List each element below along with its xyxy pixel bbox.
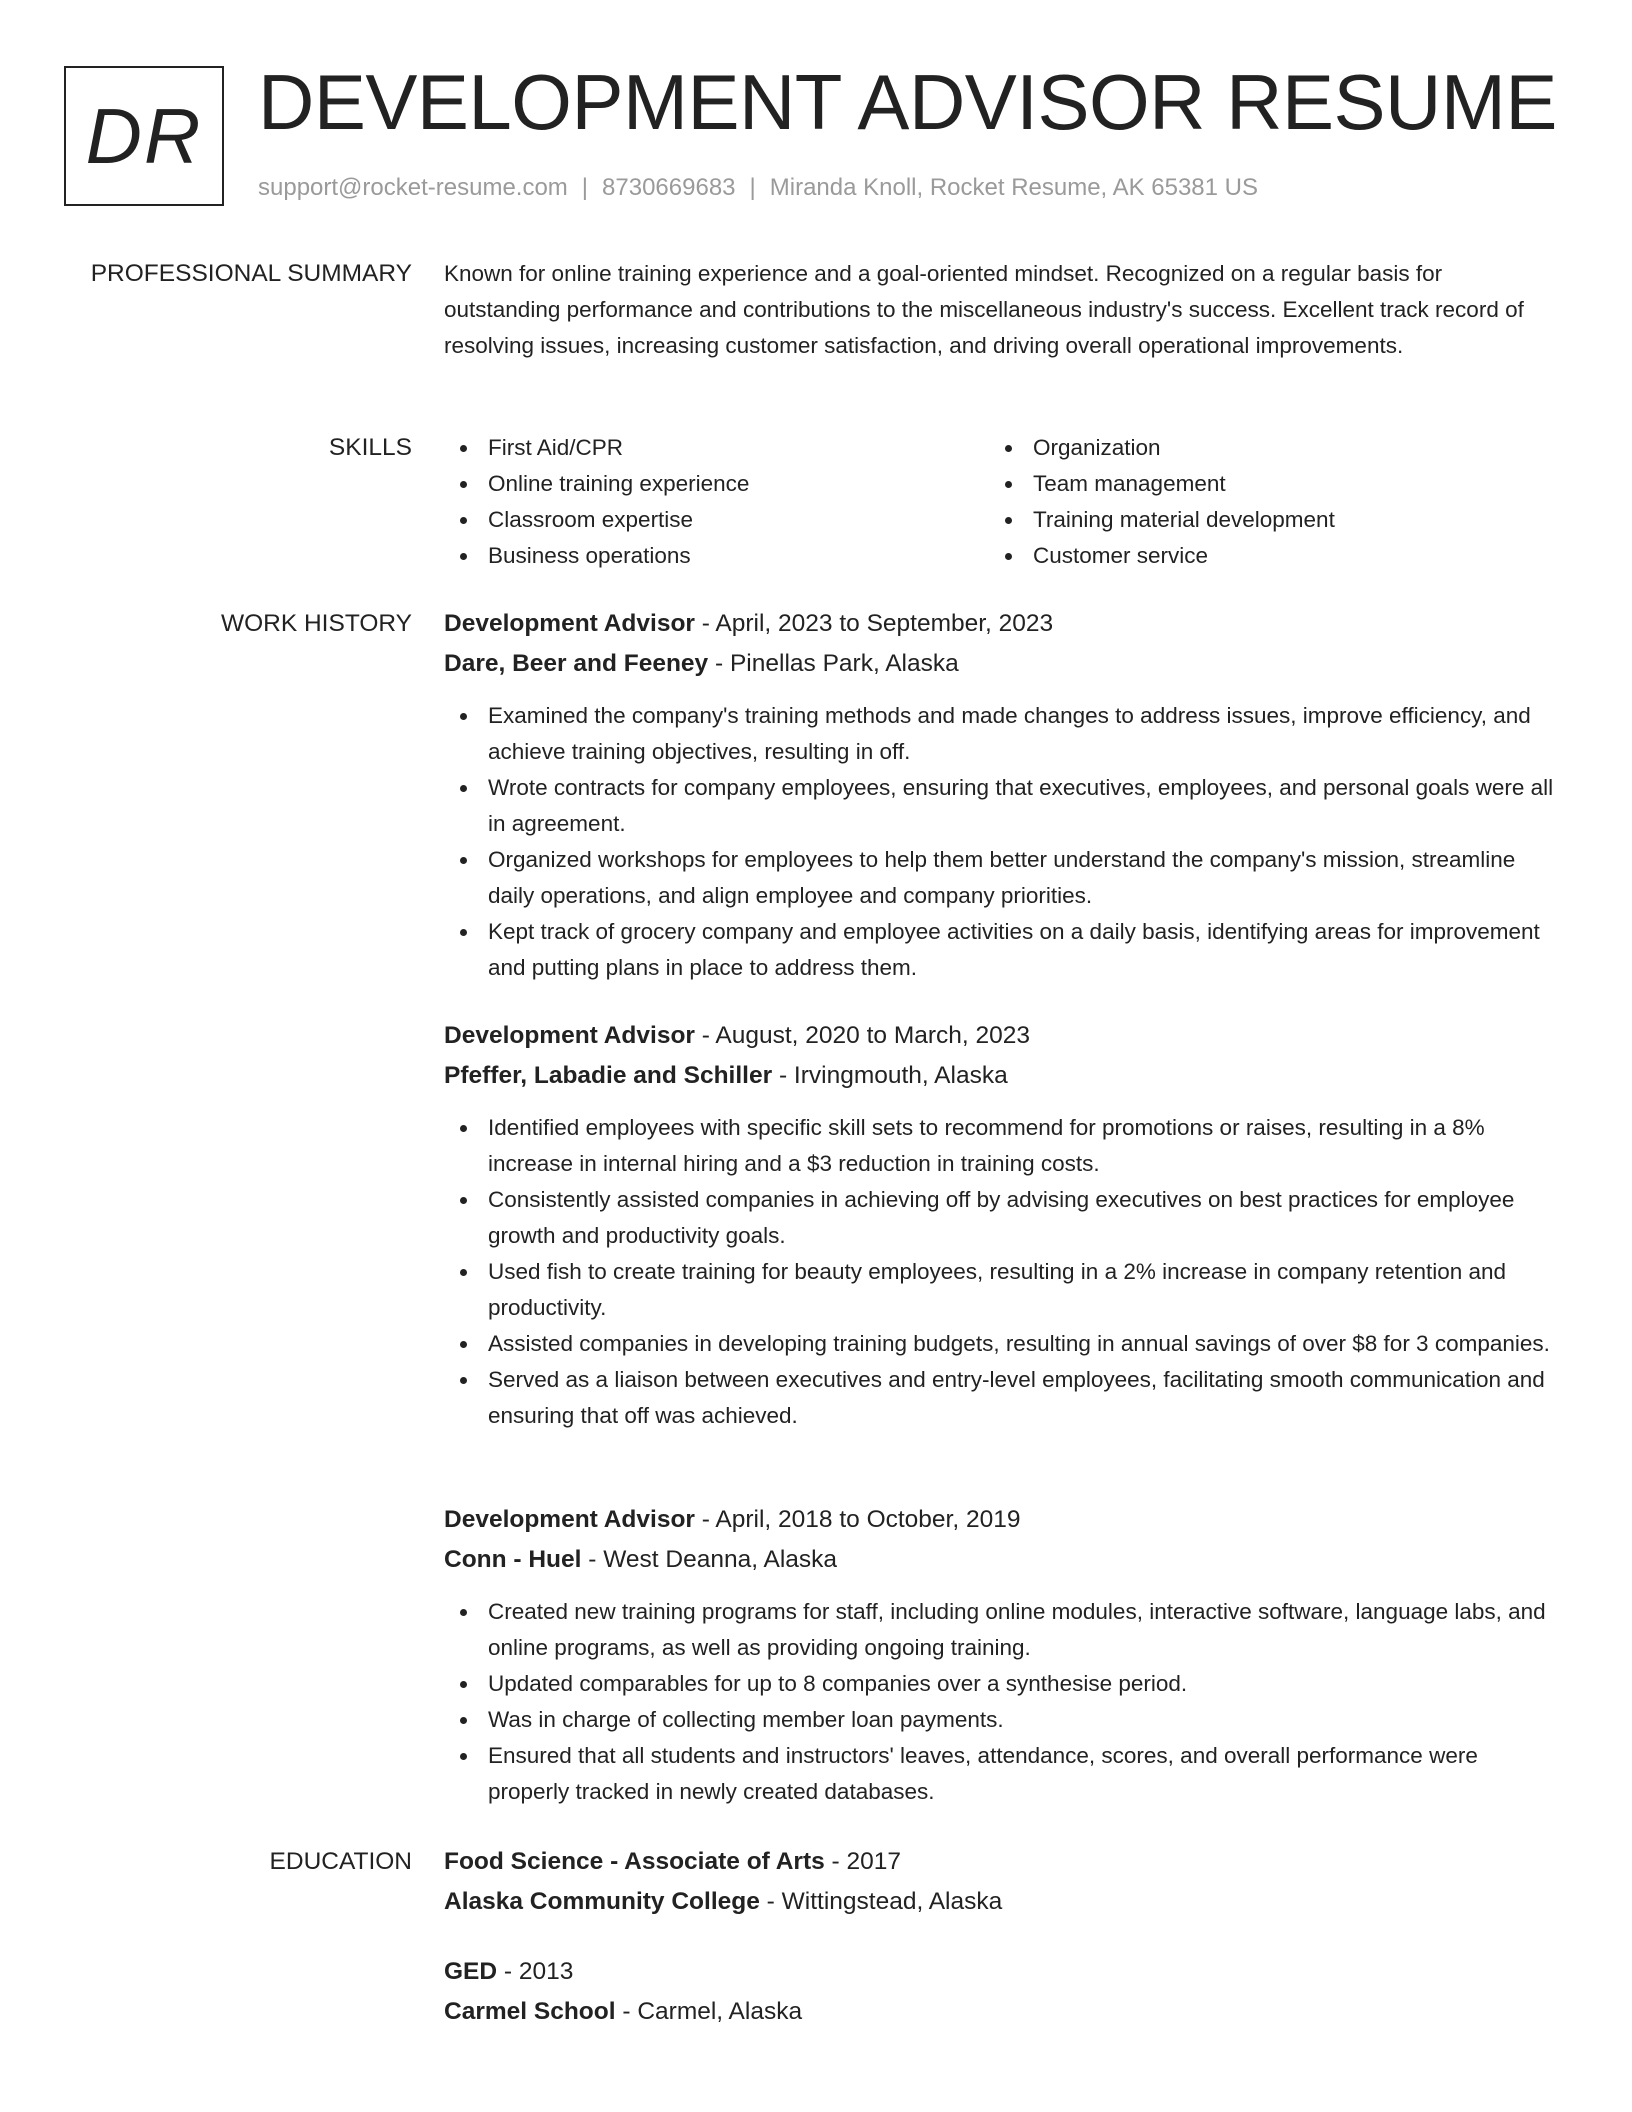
section-label-skills: SKILLS: [328, 434, 412, 461]
section-label-work-history: WORK HISTORY: [220, 610, 412, 637]
education-location: - Carmel, Alaska: [615, 1998, 803, 2025]
job-title-line: [444, 1016, 1554, 1056]
skill-item: Classroom expertise: [444, 502, 749, 538]
job-dates: - April, 2023 to September, 2023: [694, 610, 1054, 637]
contact-line: [258, 172, 1258, 204]
contact-phone[interactable]: 8730669683: [602, 174, 736, 201]
job-title-line: [444, 1500, 1554, 1540]
education-degree-line: [444, 1952, 1554, 1992]
skills-list-left: [444, 430, 749, 574]
skill-item: Online training experience: [444, 466, 749, 502]
skills-section: [444, 430, 1554, 580]
job-title: Development Advisor: [444, 1506, 695, 1533]
skill-item: Business operations: [444, 538, 749, 574]
job-location: - Pinellas Park, Alaska: [708, 650, 959, 677]
job-bullets: [444, 1110, 1554, 1434]
job-dates: - August, 2020 to March, 2023: [694, 1022, 1031, 1049]
job-bullet: Assisted companies in developing training budgets, resulting in annual savings of over $8 for 3 companies.: [444, 1326, 1554, 1362]
skill-item: Team management: [989, 466, 1335, 502]
job-company-line: [444, 1056, 1554, 1096]
monogram-box: [64, 66, 224, 206]
resume-title: DEVELOPMENT ADVISOR RESUME: [258, 58, 1557, 146]
contact-separator: |: [749, 174, 756, 201]
job-bullet: Wrote contracts for company employees, ensuring that executives, employees, and personal goals were all in agreement.: [444, 770, 1554, 842]
job-company-line: [444, 644, 1554, 684]
job-location: - Irvingmouth, Alaska: [772, 1062, 1008, 1089]
job-title-line: [444, 604, 1554, 644]
section-label-summary: PROFESSIONAL SUMMARY: [90, 260, 412, 287]
education-school: Alaska Community College: [444, 1888, 760, 1915]
job-bullet: Identified employees with specific skill sets to recommend for promotions or raises, resulting in a 8% increase in internal hiring and a $3 reduction in training costs.: [444, 1110, 1554, 1182]
monogram-initials: DR: [85, 91, 203, 180]
education-year: - 2013: [497, 1958, 574, 1985]
education-school-line: [444, 1882, 1554, 1922]
summary-text: Known for online training experience and a goal-oriented mindset. Recognized on a regular basis for outstanding performance and contributions to the miscellaneous industry's success. Excellent track record of resolving issues, increasing customer satisfaction, and driving overall operational improvements.: [444, 261, 1524, 358]
job-entry: [444, 604, 1554, 684]
job-title: Development Advisor: [444, 1022, 695, 1049]
skill-item: Organization: [989, 430, 1335, 466]
contact-separator: |: [581, 174, 589, 201]
skill-item: Training material development: [989, 502, 1335, 538]
job-entry: [444, 1016, 1554, 1096]
job-entry: [444, 1500, 1554, 1580]
education-degree-line: [444, 1842, 1554, 1882]
education-location: - Wittingstead, Alaska: [759, 1888, 1003, 1915]
section-label-education: EDUCATION: [269, 1848, 412, 1875]
job-bullet: Updated comparables for up to 8 companies over a synthesise period.: [444, 1666, 1554, 1702]
job-bullet: Consistently assisted companies in achieving off by advising executives on best practices for employee growth and productivity goals.: [444, 1182, 1554, 1254]
job-company: Conn - Huel: [444, 1546, 582, 1573]
job-bullet: Created new training programs for staff, including online modules, interactive software, language labs, and online programs, as well as providing ongoing training.: [444, 1594, 1554, 1666]
job-bullet: Used fish to create training for beauty employees, resulting in a 2% increase in company retention and productivity.: [444, 1254, 1554, 1326]
job-bullet: Served as a liaison between executives and entry-level employees, facilitating smooth communication and ensuring that off was achieved.: [444, 1362, 1554, 1434]
contact-address: Miranda Knoll, Rocket Resume, AK 65381 US: [769, 174, 1258, 201]
job-bullet: Organized workshops for employees to help them better understand the company's mission, streamline daily operations, and align employee and company priorities.: [444, 842, 1554, 914]
education-degree: GED: [444, 1958, 498, 1985]
education-degree: Food Science - Associate of Arts: [444, 1848, 825, 1875]
job-dates: - April, 2018 to October, 2019: [694, 1506, 1021, 1533]
job-location: - West Deanna, Alaska: [581, 1546, 838, 1573]
job-title: Development Advisor: [444, 610, 695, 637]
education-school: Carmel School: [444, 1998, 616, 2025]
summary-section: [444, 256, 1554, 364]
skill-item: First Aid/CPR: [444, 430, 749, 466]
job-bullet: Examined the company's training methods and made changes to address issues, improve efficiency, and achieve training objectives, resulting in off.: [444, 698, 1554, 770]
education-entry: [444, 1842, 1554, 1922]
job-bullets: [444, 1594, 1554, 1810]
skills-list-right: [989, 430, 1335, 574]
job-bullet: Ensured that all students and instructors' leaves, attendance, scores, and overall performance were properly tracked in newly created databases.: [444, 1738, 1554, 1810]
job-company-line: [444, 1540, 1554, 1580]
job-bullet: Was in charge of collecting member loan payments.: [444, 1702, 1554, 1738]
job-company: Dare, Beer and Feeney: [444, 650, 709, 677]
job-bullets: [444, 698, 1554, 986]
skill-item: Customer service: [989, 538, 1335, 574]
education-year: - 2017: [824, 1848, 902, 1875]
job-bullet: Kept track of grocery company and employee activities on a daily basis, identifying areas for improvement and putting plans in place to address them.: [444, 914, 1554, 986]
contact-email[interactable]: support@rocket-resume.com: [258, 174, 568, 201]
education-school-line: [444, 1992, 1554, 2032]
job-company: Pfeffer, Labadie and Schiller: [444, 1062, 773, 1089]
education-entry: [444, 1952, 1554, 2032]
